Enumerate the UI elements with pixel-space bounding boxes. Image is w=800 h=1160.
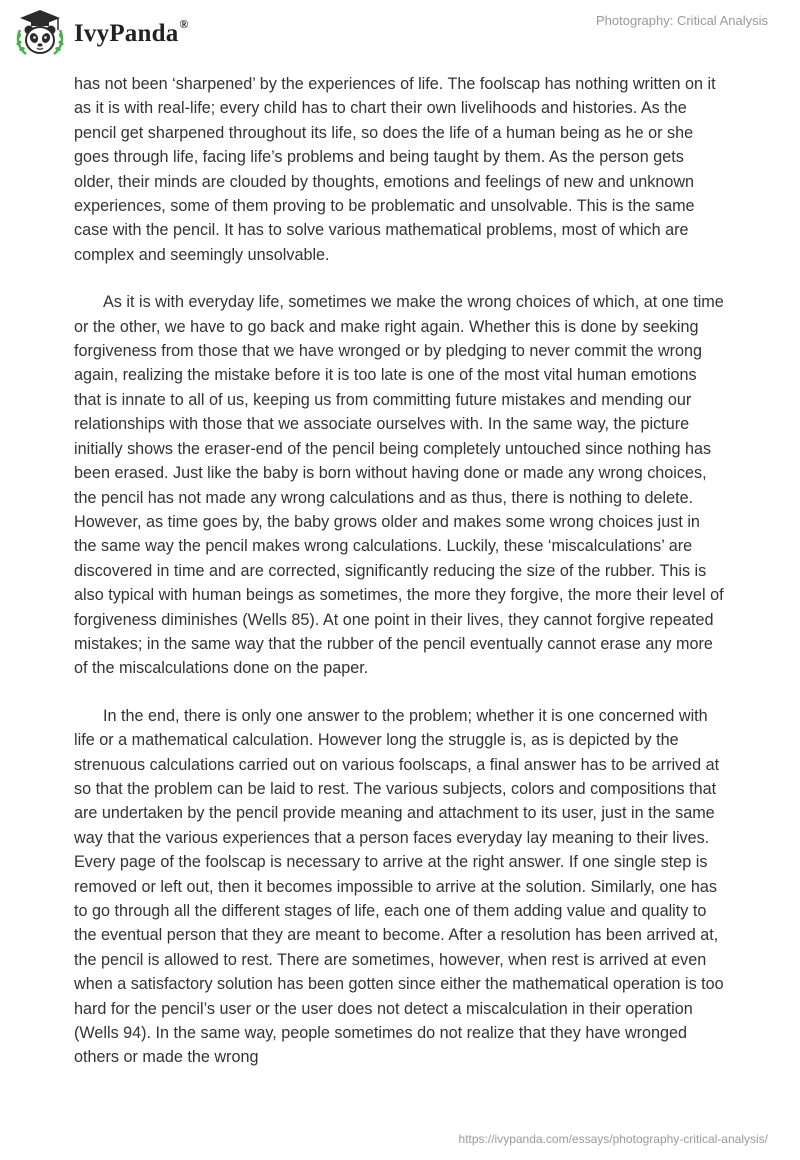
paragraph-2: As it is with everyday life, sometimes we make the wrong choices of which, at one time or the other, we have to go back and make right again. Whether this is done by seeking forgiveness from those that we have wronged or by pledging to never commit the wrong again, realizing the mistake before it is too late is one of the most vital human emotions that is innate to all of us, keeping us from committing future mistakes and mending our relationships with those that we associate ourselves with. In the same way, the picture initially shows the eraser-end of the pencil being completely untouched since nothing has been erased. Just like the baby is born without having done or made any wrong choices, the pencil has not made any wrong calculations and as thus, there is nothing to delete. However, as time goes by, the baby grows older and makes some wrong choices just in the same way the pencil makes wrong calculations. Luckily, these ‘miscalculations’ are discovered in time and are corrected, significantly reducing the size of the rubber. This is also typical with human beings as sometimes, the more they forgive, the more their level of forgiveness diminishes (Wells 85). At one point in their lives, they cannot forgive repeated mistakes; in the same way that the rubber of the pencil eventually cannot erase any more of the miscalculations done on the paper. xyxy=(74,293,724,678)
paragraph-1: has not been ‘sharpened’ by the experiences of life. The foolscap has nothing written on it as it is with real-life; every child has to chart their own livelihoods and histories. As the pencil get sharpened throughout its life, so does the life of a human being as he or she goes through life, facing life’s problems and being taught by them. As the person gets older, their minds are clouded by thoughts, emotions and feelings of new and unknown experiences, some of them proving to be problematic and unsolvable. This is the same case with the pencil. It has to solve various mathematical problems, most of which are complex and seemingly unsolvable. xyxy=(74,75,716,264)
registered-mark: ® xyxy=(179,16,189,31)
paragraph-3: In the end, there is only one answer to the problem; whether it is one concerned with life or a mathematical calculation. However long the struggle is, as is depicted by the strenuous calculations carried out on various foolscaps, a final answer has to be arrived at so that the problem can be laid to rest. The various subjects, colors and compositions that are undertaken by the pencil provide meaning and attachment to its user, just in the same way that the various experiences that a person faces everyday lay meaning to their lives. Every page of the foolscap is necessary to arrive at the right answer. If one single step is removed or left out, then it becomes impossible to arrive at the solution. Similarly, one has to go through all the different stages of life, each one of them adding value and quality to the eventual person that they are meant to become. After a resolution has been arrived at, the pencil is allowed to rest. There are sometimes, however, when rest is arrived at even when a satisfactory solution has been gotten since either the mathematical operation is too hard for the pencil’s user or the user does not detect a miscalculation in their operation (Wells 94). In the same way, people sometimes do not realize that they have wronged others or made the wrong xyxy=(74,706,724,1067)
page-header xyxy=(0,0,800,70)
document-title: Photography: Critical Analysis xyxy=(596,13,768,28)
source-url[interactable]: https://ivypanda.com/essays/photography-critical-analysis/ xyxy=(458,1132,768,1146)
essay-body xyxy=(74,72,726,1093)
panda-graduate-icon xyxy=(14,8,66,58)
brand-name: IvyPanda® xyxy=(74,16,189,47)
ivypanda-logo[interactable] xyxy=(14,8,189,58)
